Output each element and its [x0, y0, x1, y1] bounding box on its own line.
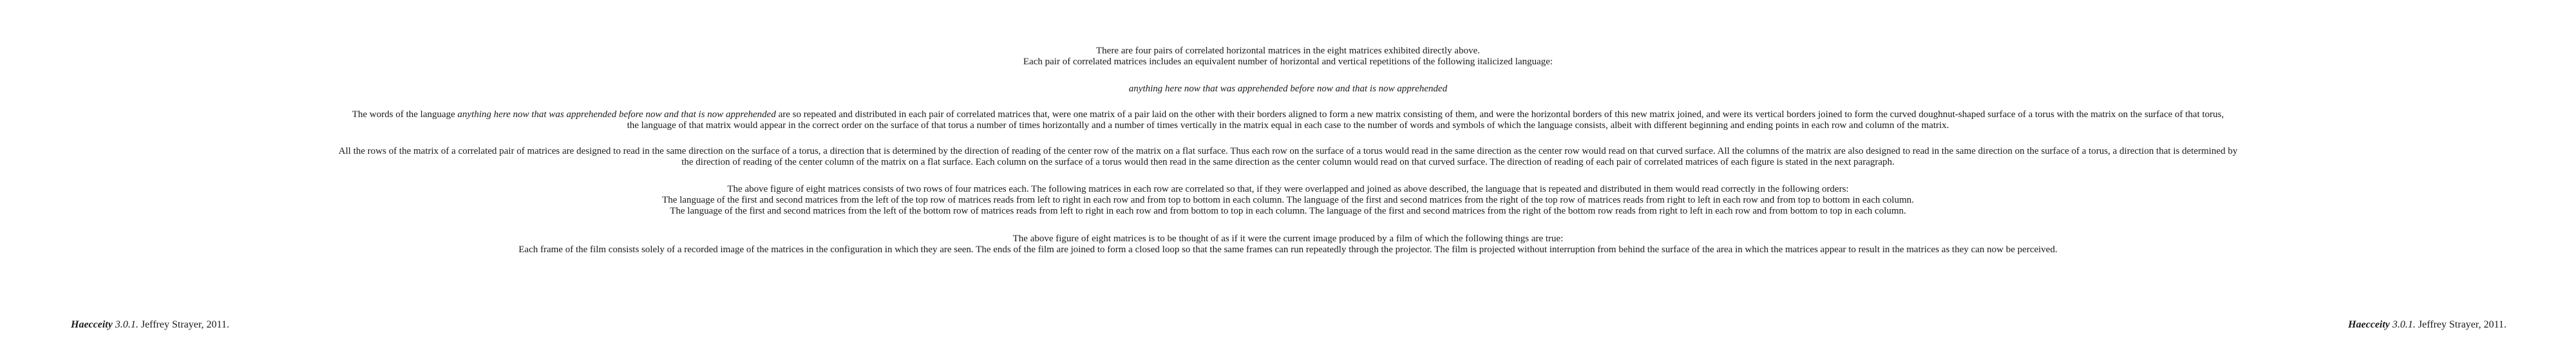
- caption-title: Haecceity: [2348, 319, 2390, 330]
- rows-paragraph-line-2: the direction of reading of the center column of the matrix on a flat surface. Each column on the surface of a torus would then read in the same direction as the center column would read on that curved surface. The direction of reading of each pair of correlated matrices of each figure is stated in the next paragraph.: [681, 157, 1895, 167]
- caption-title: Haecceity: [71, 319, 113, 330]
- caption-version: 3.0.1.: [115, 319, 138, 330]
- caption-left: [71, 319, 229, 331]
- figure-paragraph-line-1: The above figure of eight matrices consists of two rows of four matrices each. The following matrices in each row are correlated so that, if they were overlapped and joined as above described, the language that is repeated and distributed in them would read correctly in the following orders:: [727, 184, 1849, 194]
- figure-paragraph-line-3: The language of the first and second matrices from the left of the bottom row of matrices reads from left to right in each row and from bottom to top in each column. The language of the first and second matrices from the right of the bottom row reads from right to left in each row and from bottom to top in each column.: [670, 206, 1906, 216]
- words-line-1-italic-quote: anything here now that was apprehended before now and that is now apprehended: [457, 109, 776, 120]
- film-paragraph-line-2: Each frame of the film consists solely of a recorded image of the matrices in the configuration in which they are seen. The ends of the film are joined to form a closed loop so that the same frames can run repeatedly through the projector. The film is projected without interruption from behind the surface of the area in which the matrices appear to result in the matrices as they can now be perceived.: [518, 245, 2058, 255]
- caption-credit: Jeffrey Strayer, 2011.: [2418, 319, 2506, 330]
- figure-paragraph-line-2: The language of the first and second matrices from the left of the top row of matrices reads from left to right in each row and from top to bottom in each column. The language of the first and second matrices from the right of the top row of matrices reads from right to left in each row and from top to bottom in each column.: [662, 195, 1914, 205]
- italic-language-quote: anything here now that was apprehended before now and that is now apprehended: [1128, 84, 1448, 94]
- film-paragraph-line-1: The above figure of eight matrices is to be thought of as if it were the current image produced by a film of which the following things are true:: [1012, 234, 1564, 244]
- caption-right: [2348, 319, 2506, 331]
- words-line-1-prefix: The words of the language: [352, 109, 458, 120]
- intro-line-2: Each pair of correlated matrices includes an equivalent number of horizontal and vertical repetitions of the following italicized language:: [1023, 57, 1553, 67]
- caption-version: 3.0.1.: [2392, 319, 2416, 330]
- words-paragraph-line-1: [0, 109, 2576, 120]
- caption-credit: Jeffrey Strayer, 2011.: [140, 319, 229, 330]
- words-paragraph-line-2: the language of that matrix would appear in the correct order on the surface of that torus a number of times horizontally and a number of times vertically in the matrix equal in each case to the number of words and symbols of which the language consists, albeit with different beginning and ending points in each row and column of the matrix.: [627, 120, 1949, 131]
- rows-paragraph-line-1: All the rows of the matrix of a correlated pair of matrices are designed to read in the same direction on the surface of a torus, a direction that is determined by the direction of reading of the center row of the matrix on a flat surface. Thus each row on the surface of a torus would read in the same direction as the center row would read on that curved surface. All the columns of the matrix are also designed to read in the same direction on the surface of a torus, a direction that is determined by: [338, 146, 2238, 156]
- intro-line-1: There are four pairs of correlated horizontal matrices in the eight matrices exhibited directly above.: [1096, 46, 1480, 56]
- words-line-1-suffix: are so repeated and distributed in each pair of correlated matrices that, were one matrix of a pair laid on the other with their borders aligned to form a new matrix consisting of them, and were the horizontal borders of this new matrix joined, and were its vertical borders joined to form the curved doughnut-shaped surface of a torus with the matrix on the surface of that torus,: [775, 109, 2224, 120]
